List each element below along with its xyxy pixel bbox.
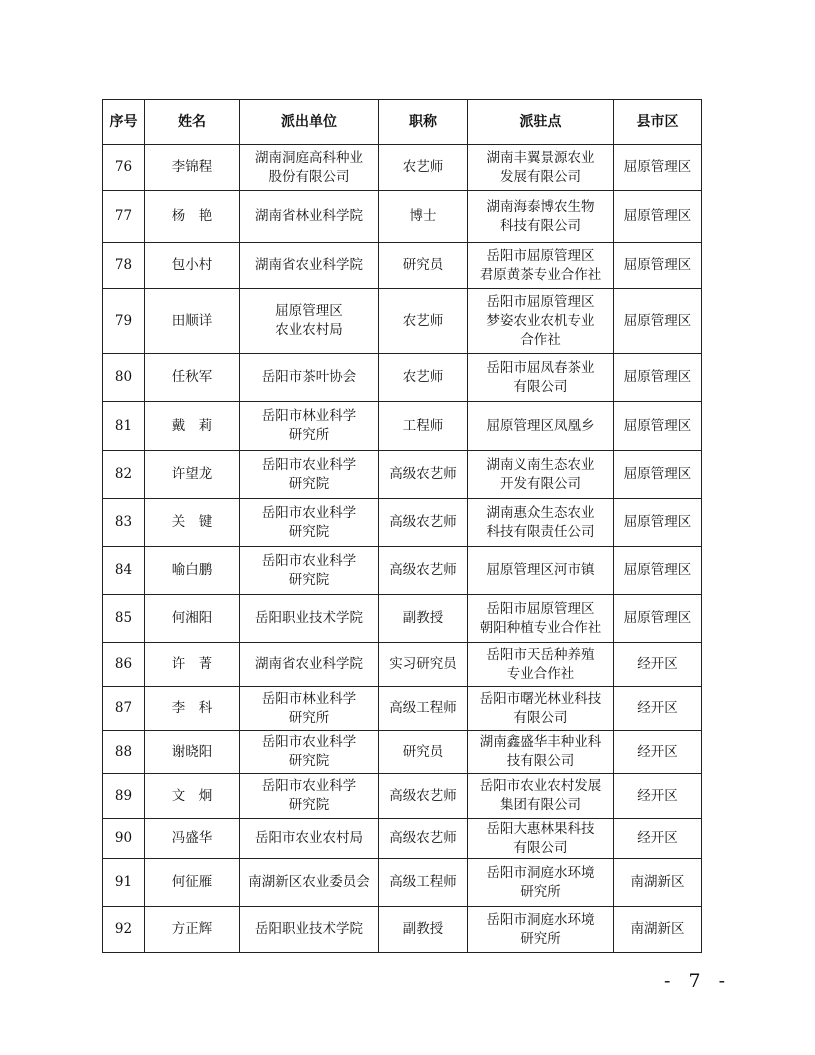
cell-title: 农艺师 [379,145,468,191]
cell-district: 经开区 [614,819,702,859]
header-title: 职称 [379,100,468,145]
cell-name: 任秋军 [145,354,240,402]
cell-name: 喻白鹏 [145,547,240,595]
cell-unit: 岳阳职业技术学院 [240,595,379,643]
cell-serial: 80 [103,354,145,402]
cell-unit: 岳阳市林业科学 研究所 [240,402,379,451]
cell-name: 何湘阳 [145,595,240,643]
cell-title: 副教授 [379,907,468,953]
header-district: 县市区 [614,100,702,145]
cell-station: 湖南鑫盛华丰种业科 技有限公司 [468,731,614,774]
cell-unit: 岳阳市农业农村局 [240,819,379,859]
cell-title: 研究员 [379,243,468,289]
cell-district: 屈原管理区 [614,547,702,595]
cell-serial: 78 [103,243,145,289]
cell-serial: 90 [103,819,145,859]
cell-station: 岳阳市屈原管理区 梦姿农业农机专业 合作社 [468,289,614,354]
cell-serial: 77 [103,191,145,243]
cell-unit: 岳阳市农业科学 研究院 [240,774,379,819]
cell-name: 方正辉 [145,907,240,953]
table-row [103,819,702,859]
table-row [103,499,702,547]
cell-name: 包小村 [145,243,240,289]
header-station: 派驻点 [468,100,614,145]
cell-district: 屈原管理区 [614,451,702,499]
cell-district: 经开区 [614,774,702,819]
cell-station: 湖南义南生态农业 开发有限公司 [468,451,614,499]
cell-unit: 岳阳市农业科学 研究院 [240,499,379,547]
cell-station: 岳阳市洞庭水环境 研究所 [468,907,614,953]
cell-serial: 86 [103,643,145,687]
cell-district: 南湖新区 [614,859,702,907]
cell-title: 实习研究员 [379,643,468,687]
table-row [103,595,702,643]
table-row [103,451,702,499]
cell-name: 文 炯 [145,774,240,819]
cell-serial: 82 [103,451,145,499]
table-header-row [103,100,702,145]
cell-station: 岳阳市屈凤春茶业 有限公司 [468,354,614,402]
table-row [103,402,702,451]
table-row [103,243,702,289]
cell-station: 湖南海泰博农生物 科技有限公司 [468,191,614,243]
cell-name: 戴 莉 [145,402,240,451]
cell-title: 研究员 [379,731,468,774]
cell-name: 冯盛华 [145,819,240,859]
cell-station: 岳阳市洞庭水环境 研究所 [468,859,614,907]
cell-serial: 89 [103,774,145,819]
cell-title: 高级农艺师 [379,819,468,859]
cell-station: 屈原管理区河市镇 [468,547,614,595]
cell-name: 许 菁 [145,643,240,687]
header-serial-number: 序号 [103,100,145,145]
cell-serial: 76 [103,145,145,191]
cell-serial: 88 [103,731,145,774]
cell-title: 高级农艺师 [379,499,468,547]
cell-serial: 87 [103,687,145,731]
table-row [103,774,702,819]
cell-district: 屈原管理区 [614,402,702,451]
cell-title: 工程师 [379,402,468,451]
table-row [103,547,702,595]
cell-title: 高级农艺师 [379,451,468,499]
cell-unit: 湖南省农业科学院 [240,243,379,289]
cell-station: 湖南丰翼景源农业 发展有限公司 [468,145,614,191]
cell-district: 南湖新区 [614,907,702,953]
cell-unit: 湖南洞庭高科种业 股份有限公司 [240,145,379,191]
cell-district: 屈原管理区 [614,595,702,643]
cell-serial: 79 [103,289,145,354]
cell-unit: 湖南省林业科学院 [240,191,379,243]
cell-serial: 84 [103,547,145,595]
table-row [103,687,702,731]
cell-district: 经开区 [614,643,702,687]
cell-station: 湖南惠众生态农业 科技有限责任公司 [468,499,614,547]
cell-title: 高级农艺师 [379,774,468,819]
cell-title: 高级工程师 [379,687,468,731]
cell-serial: 92 [103,907,145,953]
cell-name: 李锦程 [145,145,240,191]
header-name: 姓名 [145,100,240,145]
header-dispatching-unit: 派出单位 [240,100,379,145]
table-row [103,289,702,354]
cell-serial: 83 [103,499,145,547]
cell-name: 关 键 [145,499,240,547]
cell-name: 谢晓阳 [145,731,240,774]
cell-name: 何征雁 [145,859,240,907]
cell-district: 屈原管理区 [614,499,702,547]
cell-district: 屈原管理区 [614,145,702,191]
table-row [103,643,702,687]
cell-station: 岳阳大惠林果科技 有限公司 [468,819,614,859]
cell-unit: 岳阳市林业科学 研究所 [240,687,379,731]
cell-title: 副教授 [379,595,468,643]
table-row [103,859,702,907]
cell-name: 杨 艳 [145,191,240,243]
cell-district: 屈原管理区 [614,243,702,289]
cell-district: 屈原管理区 [614,354,702,402]
cell-unit: 屈原管理区 农业农村局 [240,289,379,354]
cell-unit: 岳阳市农业科学 研究院 [240,547,379,595]
cell-district: 屈原管理区 [614,289,702,354]
cell-unit: 岳阳市茶叶协会 [240,354,379,402]
cell-title: 高级工程师 [379,859,468,907]
cell-unit: 南湖新区农业委员会 [240,859,379,907]
cell-unit: 湖南省农业科学院 [240,643,379,687]
cell-serial: 81 [103,402,145,451]
cell-title: 农艺师 [379,354,468,402]
cell-title: 高级农艺师 [379,547,468,595]
table-row [103,731,702,774]
cell-name: 许望龙 [145,451,240,499]
personnel-table [102,99,702,953]
cell-station: 岳阳市屈原管理区 朝阳种植专业合作社 [468,595,614,643]
cell-station: 岳阳市农业农村发展 集团有限公司 [468,774,614,819]
cell-unit: 岳阳职业技术学院 [240,907,379,953]
cell-unit: 岳阳市农业科学 研究院 [240,451,379,499]
cell-station: 岳阳市曙光林业科技 有限公司 [468,687,614,731]
cell-title: 农艺师 [379,289,468,354]
cell-unit: 岳阳市农业科学 研究院 [240,731,379,774]
cell-station: 屈原管理区凤凰乡 [468,402,614,451]
table-row [103,907,702,953]
cell-district: 屈原管理区 [614,191,702,243]
table-row [103,354,702,402]
table-row [103,191,702,243]
cell-station: 岳阳市天岳种养殖 专业合作社 [468,643,614,687]
table-row [103,145,702,191]
cell-title: 博士 [379,191,468,243]
cell-serial: 91 [103,859,145,907]
page-number: - 7 - [664,970,732,992]
cell-station: 岳阳市屈原管理区 君原黄茶专业合作社 [468,243,614,289]
cell-serial: 85 [103,595,145,643]
cell-name: 田顺详 [145,289,240,354]
cell-district: 经开区 [614,687,702,731]
cell-district: 经开区 [614,731,702,774]
cell-name: 李 科 [145,687,240,731]
